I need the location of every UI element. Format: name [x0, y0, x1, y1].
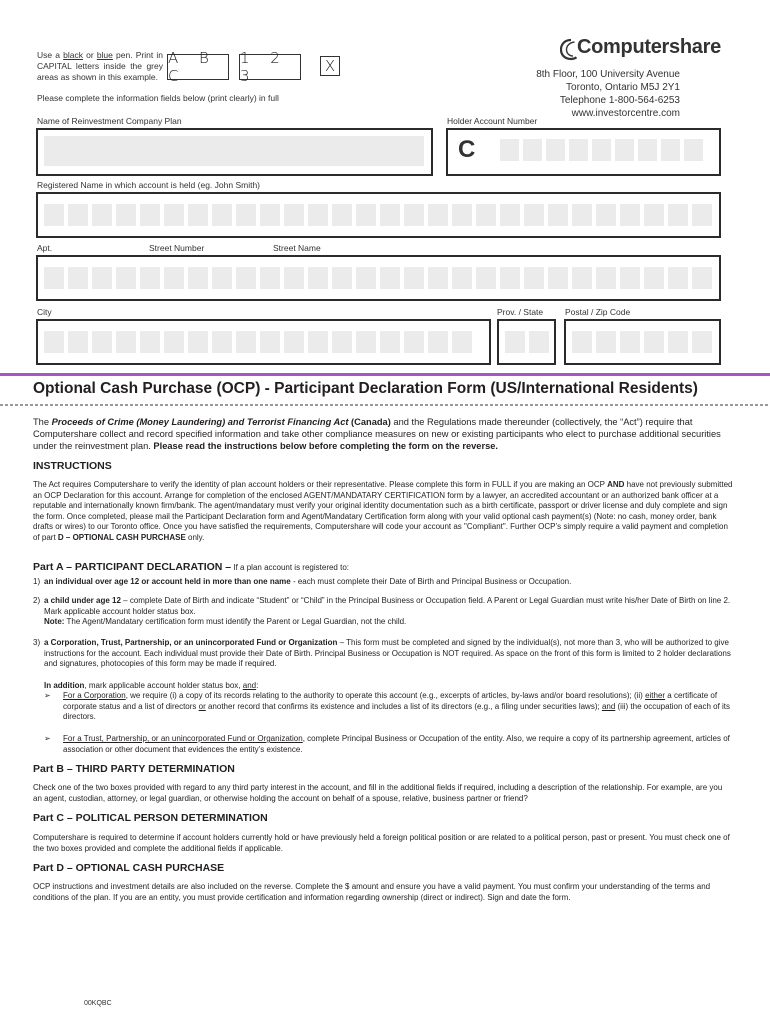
char-cell[interactable] — [116, 204, 136, 226]
char-cell[interactable] — [452, 267, 472, 289]
char-cell[interactable] — [661, 139, 680, 161]
city-cells[interactable] — [44, 331, 472, 353]
char-cell[interactable] — [380, 267, 400, 289]
postal-cells[interactable] — [572, 331, 712, 353]
char-cell[interactable] — [260, 267, 280, 289]
char-cell[interactable] — [140, 267, 160, 289]
char-cell[interactable] — [92, 204, 112, 226]
example-digits-box: 1 2 3 — [239, 54, 301, 80]
char-cell[interactable] — [68, 267, 88, 289]
part-a-item-3: 3) a Corporation, Trust, Partnership, or an unincorporated Fund or Organization – This form must be completed and signed by the individual(s), not more than 3, who will be authorized to give instructions for the account. Each individual must provide their Date of Birth. Principal Business or Occupation is NOT required. As space on the front of this form is limited to 2 holder declarations and signatures, photocopies of this form may be made if required. — [33, 638, 733, 670]
char-cell[interactable] — [308, 331, 328, 353]
title-top-rule — [0, 373, 770, 376]
char-cell[interactable] — [404, 331, 424, 353]
char-cell[interactable] — [140, 331, 160, 353]
holder-account-cells[interactable] — [500, 139, 703, 161]
char-cell[interactable] — [428, 204, 448, 226]
char-cell[interactable] — [332, 331, 352, 353]
char-cell[interactable] — [638, 139, 657, 161]
char-cell[interactable] — [92, 267, 112, 289]
arrow-bullet-icon: ➢ — [44, 691, 51, 700]
arrow-bullet-icon: ➢ — [44, 734, 51, 743]
char-cell[interactable] — [668, 267, 688, 289]
address-line: 8th Floor, 100 University Avenue — [536, 69, 680, 80]
apt-label: Apt. — [37, 243, 53, 253]
intro-paragraph: The Proceeds of Crime (Money Laundering) and Terrorist Financing Act (Canada) and the Regulations made thereunder (collectively, the “Act”) require that Computershare collect and record specified information and take other compliance measures on new or existing participants who elect to purchase additional securities under the reinvestment plan. Please read the instructions below before completing the form on the reverse. — [33, 417, 721, 451]
char-cell[interactable] — [644, 331, 664, 353]
char-cell[interactable] — [212, 267, 232, 289]
char-cell[interactable] — [164, 267, 184, 289]
holder-account-label: Holder Account Number — [447, 116, 538, 126]
street-number-label: Street Number — [149, 243, 205, 253]
instructions-paragraph: The Act requires Computershare to verify the identity of plan account holders or their representative. Please complete this form in FULL if you are making an OCP AND have not previously submitted an OCP Declaration for this account. Arrange for completion of the enclosed AGENT/MANDATARY CERTIFICATION form by a lawyer, an accredited accountant or an authorized bank officer at a reputable and internationally known firm/bank. The agent/mandatary must verify your original identity documentation such as a birth certificate, passport or driver license and duly complete and sign the form. Once completed, please mail the Participant Declaration form and Agent/Mandatary Certification form along with your valid optional cash payment(s) (Note: no cash, money order, bank drafts or wires) to our Toronto office. Once you have satisfied the requirements, Computershare will code your account as "Compliant". Further OCP’s simply require a valid payment and completion of part D – OPTIONAL CASH PURCHASE only. — [33, 480, 733, 542]
city-field[interactable] — [36, 319, 491, 365]
char-cell[interactable] — [523, 139, 542, 161]
bullet-trust-text: For a Trust, Partnership, or an unincorporated Fund or Organization, complete Principal Business or Occupation of the entity. Also, we require a copy of its partnership agreement, articles of association or other document that evidences the entity’s existence. — [63, 734, 730, 754]
char-cell[interactable] — [476, 267, 496, 289]
street-address-field[interactable] — [36, 255, 721, 301]
part-d-text: OCP instructions and investment details are also included on the reverse. Complete the $ amount and ensure you have a valid payment. You must confirm your understanding of the terms and conditions of the plan. If you are an entity, you must provide certification and information regarding ownership (direct or indirect). Sign and date the form. — [33, 882, 711, 902]
char-cell[interactable] — [620, 204, 640, 226]
part-b-heading: Part B – THIRD PARTY DETERMINATION — [33, 763, 235, 775]
char-cell[interactable] — [332, 204, 352, 226]
char-cell[interactable] — [500, 139, 519, 161]
city-label: City — [37, 307, 52, 317]
holder-account-field[interactable] — [446, 128, 721, 176]
char-cell[interactable] — [236, 331, 256, 353]
char-cell[interactable] — [476, 204, 496, 226]
char-cell[interactable] — [44, 267, 64, 289]
char-cell[interactable] — [428, 331, 448, 353]
item-3-body: a Corporation, Trust, Partnership, or an unincorporated Fund or Organization – This form must be completed and signed by the individual(s), not more than 3, who will be authorized to give instructions for the account. Each individual must provide their Date of Birth. Principal Business or Occupation is NOT required. As space on the front of this form is limited to 2 holder declarations and signatures, photocopies of this form may be made if required. — [44, 638, 731, 668]
char-cell[interactable] — [596, 331, 616, 353]
char-cell[interactable] — [404, 204, 424, 226]
char-cell[interactable] — [548, 204, 568, 226]
char-cell[interactable] — [692, 331, 712, 353]
registered-name-field[interactable] — [36, 192, 721, 238]
form-code: 00KQBC — [84, 1000, 112, 1007]
char-cell[interactable] — [428, 267, 448, 289]
bullet-corporation-text: For a Corporation, we require (i) a copy of its records relating to the authority to operate this account (e.g., excerpts of articles, by-laws and/or board resolutions); (ii) either a certificate of corporate status and a list of directors or another record that confirms its existence and includes a list of its directors (e.g., a filing under securities laws); and (iii) the occupation of each of its directors. — [63, 691, 731, 721]
part-c-heading: Part C – POLITICAL PERSON DETERMINATION — [33, 812, 268, 824]
char-cell[interactable] — [692, 204, 712, 226]
char-cell[interactable] — [684, 139, 703, 161]
char-cell[interactable] — [164, 331, 184, 353]
plan-name-field[interactable] — [36, 128, 433, 176]
char-cell[interactable] — [596, 267, 616, 289]
char-cell[interactable] — [236, 204, 256, 226]
postal-code-field[interactable] — [564, 319, 721, 365]
in-addition: In addition, mark applicable account holder status box, and: — [44, 681, 259, 690]
char-cell[interactable] — [116, 267, 136, 289]
char-cell[interactable] — [260, 204, 280, 226]
example-mark-box: X — [320, 56, 340, 76]
bullet-corporation — [44, 691, 734, 723]
part-a-item-2: 2) a child under age 12 – complete Date of Birth and indicate “Student” or “Child” in the Principal Business or Occupation field. A Parent or Legal Guardian must write his/her Date of Birth on line 2. Mark applicable account holder status box. Note: The Agent/Mandatary certification form must identify the Parent or Legal Guardian, not the child. — [33, 596, 733, 628]
char-cell[interactable] — [404, 267, 424, 289]
char-cell[interactable] — [452, 331, 472, 353]
example-letters-box: A B C — [167, 54, 229, 80]
registered-name-label: Registered Name in which account is held (eg. John Smith) — [37, 180, 260, 190]
char-cell[interactable] — [164, 204, 184, 226]
char-cell[interactable] — [284, 267, 304, 289]
char-cell[interactable] — [620, 267, 640, 289]
registered-name-cells[interactable] — [44, 204, 712, 226]
char-cell[interactable] — [92, 331, 112, 353]
char-cell[interactable] — [500, 204, 520, 226]
char-cell[interactable] — [668, 204, 688, 226]
prov-state-field[interactable] — [497, 319, 556, 365]
char-cell[interactable] — [644, 267, 664, 289]
prov-label: Prov. / State — [497, 307, 544, 317]
bullet-trust — [44, 734, 734, 755]
char-cell[interactable] — [44, 331, 64, 353]
holder-prefix: C — [458, 136, 476, 163]
pen-instructions: Use a black or blue pen. Print in CAPITAL letters inside the grey areas as shown in this example. — [37, 50, 163, 82]
char-cell[interactable] — [116, 331, 136, 353]
prov-cells[interactable] — [505, 331, 549, 353]
part-d-heading: Part D – OPTIONAL CASH PURCHASE — [33, 862, 225, 874]
char-cell[interactable] — [615, 139, 634, 161]
char-cell[interactable] — [524, 267, 544, 289]
char-cell[interactable] — [356, 204, 376, 226]
postal-label: Postal / Zip Code — [565, 307, 631, 317]
address-website[interactable]: www.investorcentre.com — [571, 108, 680, 119]
char-cell[interactable] — [572, 267, 592, 289]
char-cell[interactable] — [308, 204, 328, 226]
char-cell[interactable] — [380, 204, 400, 226]
part-a-heading: Part A – PARTICIPANT DECLARATION – If a plan account is registered to: — [33, 561, 349, 573]
char-cell[interactable] — [452, 204, 472, 226]
char-cell[interactable] — [188, 331, 208, 353]
char-cell[interactable] — [572, 331, 592, 353]
char-cell[interactable] — [692, 267, 712, 289]
char-cell[interactable] — [332, 267, 352, 289]
char-cell[interactable] — [380, 331, 400, 353]
char-cell[interactable] — [140, 204, 160, 226]
street-name-label: Street Name — [273, 243, 321, 253]
char-cell[interactable] — [356, 331, 376, 353]
company-address — [460, 68, 680, 120]
plan-name-label: Name of Reinvestment Company Plan — [37, 116, 182, 126]
address-phone: Telephone 1-800-564-6253 — [559, 95, 680, 106]
char-cell[interactable] — [524, 204, 544, 226]
char-cell[interactable] — [68, 204, 88, 226]
logo-text: Computershare — [577, 36, 721, 58]
char-cell[interactable] — [356, 267, 376, 289]
char-cell[interactable] — [308, 267, 328, 289]
char-cell[interactable] — [548, 267, 568, 289]
char-cell[interactable] — [188, 204, 208, 226]
char-cell[interactable] — [188, 267, 208, 289]
char-cell[interactable] — [44, 204, 64, 226]
char-cell[interactable] — [505, 331, 525, 353]
char-cell[interactable] — [592, 139, 611, 161]
char-cell[interactable] — [68, 331, 88, 353]
char-cell[interactable] — [260, 331, 280, 353]
part-a-item-1: 1) an individual over age 12 or account held in more than one name - each must complete their Date of Birth and Principal Business or Occupation. — [33, 577, 572, 586]
char-cell[interactable] — [668, 331, 688, 353]
char-cell[interactable] — [284, 331, 304, 353]
char-cell[interactable] — [596, 204, 616, 226]
computershare-logo — [560, 36, 721, 67]
char-cell[interactable] — [500, 267, 520, 289]
item-2-body: a child under age 12 – complete Date of Birth and indicate “Student” or “Child” in the Principal Business or Occupation field. A Parent or Legal Guardian must write his/her Date of Birth on line 2. Mark applicable account holder status box. Note: The Agent/Mandatary certification form must identify the Parent or Legal Guardian, not the child. — [44, 596, 731, 626]
instructions-heading: INSTRUCTIONS — [33, 460, 112, 472]
char-cell[interactable] — [212, 204, 232, 226]
street-address-cells[interactable] — [44, 267, 712, 289]
char-cell[interactable] — [284, 204, 304, 226]
char-cell[interactable] — [529, 331, 549, 353]
char-cell[interactable] — [572, 204, 592, 226]
title-bottom-rule — [0, 404, 770, 406]
char-cell[interactable] — [546, 139, 565, 161]
part-c-text: Computershare is required to determine if account holders currently hold or have previously held a foreign political position or are related to a political person, past or present. You must check one of the two boxes provided and complete the additional fields if applicable. — [33, 833, 730, 853]
form-title: Optional Cash Purchase (OCP) - Participant Declaration Form (US/International Residents) — [33, 380, 698, 397]
address-line: Toronto, Ontario M5J 2Y1 — [566, 82, 680, 93]
part-b-text: Check one of the two boxes provided with regard to any third party interest in the account, and fill in the additional fields if required, including a description of the relationship. For example, are you an agent, custodian, attorney, or legal guardian, or otherwise holding the account on behalf of a spouse, relative, business partner or friend? — [33, 783, 723, 803]
char-cell[interactable] — [620, 331, 640, 353]
char-cell[interactable] — [236, 267, 256, 289]
char-cell[interactable] — [644, 204, 664, 226]
complete-note: Please complete the information fields below (print clearly) in full — [37, 93, 279, 103]
char-cell[interactable] — [569, 139, 588, 161]
char-cell[interactable] — [212, 331, 232, 353]
plan-name-entry[interactable] — [44, 136, 424, 166]
